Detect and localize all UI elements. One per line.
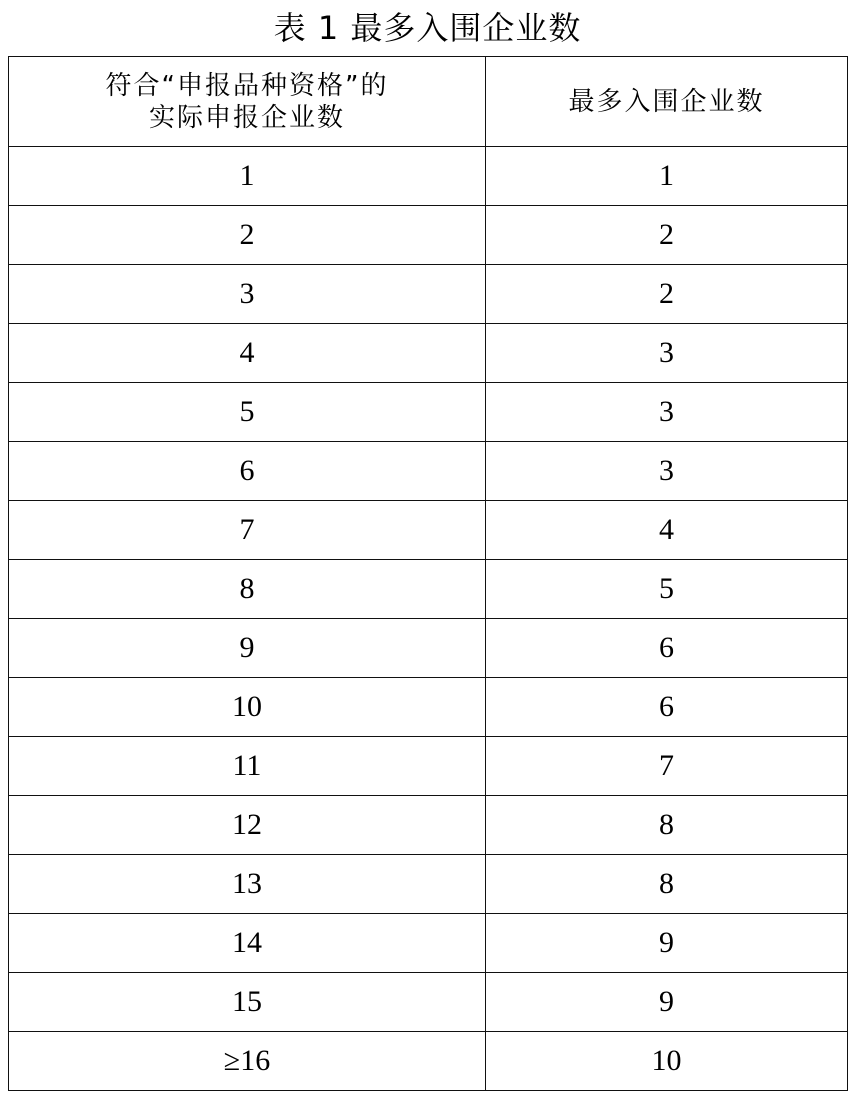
applicants-cell: 2 [9,206,486,265]
applicants-cell: 5 [9,383,486,442]
max-selected-cell: 8 [486,796,848,855]
table-row [9,265,848,324]
applicants-cell: 12 [9,796,486,855]
max-selected-cell: 2 [486,206,848,265]
header-line-2: 实际申报企业数 [148,102,345,133]
applicants-cell: 8 [9,560,486,619]
applicants-cell: 11 [9,737,486,796]
applicants-cell: 10 [9,678,486,737]
applicants-cell: 9 [9,619,486,678]
applicants-cell: 4 [9,324,486,383]
max-selected-cell: 2 [486,265,848,324]
max-selected-cell: 3 [486,383,848,442]
header-max-selected: 最多入围企业数 [486,57,848,147]
max-selected-cell: 6 [486,619,848,678]
table-row [9,914,848,973]
table-row [9,737,848,796]
max-selected-cell: 3 [486,442,848,501]
table-row [9,501,848,560]
applicants-cell: 3 [9,265,486,324]
table-row [9,383,848,442]
applicants-cell: 6 [9,442,486,501]
applicants-cell: ≥16 [9,1032,486,1091]
max-selected-enterprises-table [8,56,848,1091]
table-row [9,147,848,206]
table-row [9,442,848,501]
table-body [9,147,848,1091]
applicants-cell: 13 [9,855,486,914]
header-actual-applicants [9,57,486,147]
table-header-row [9,57,848,147]
applicants-cell: 1 [9,147,486,206]
max-selected-cell: 7 [486,737,848,796]
max-selected-cell: 9 [486,914,848,973]
max-selected-cell: 8 [486,855,848,914]
applicants-cell: 14 [9,914,486,973]
max-selected-cell: 6 [486,678,848,737]
table-row [9,324,848,383]
max-selected-cell: 5 [486,560,848,619]
max-selected-cell: 3 [486,324,848,383]
table-title: 表 1 最多入围企业数 [273,9,582,47]
applicants-cell: 7 [9,501,486,560]
max-selected-cell: 10 [486,1032,848,1091]
header-line-1: 符合“申报品种资格”的 [105,70,389,101]
table-row [9,678,848,737]
applicants-cell: 15 [9,973,486,1032]
table-row [9,796,848,855]
table-row [9,619,848,678]
max-selected-cell: 4 [486,501,848,560]
table-row [9,206,848,265]
table-row [9,973,848,1032]
max-selected-cell: 1 [486,147,848,206]
table-row [9,560,848,619]
max-selected-cell: 9 [486,973,848,1032]
table-row [9,1032,848,1091]
table-row [9,855,848,914]
